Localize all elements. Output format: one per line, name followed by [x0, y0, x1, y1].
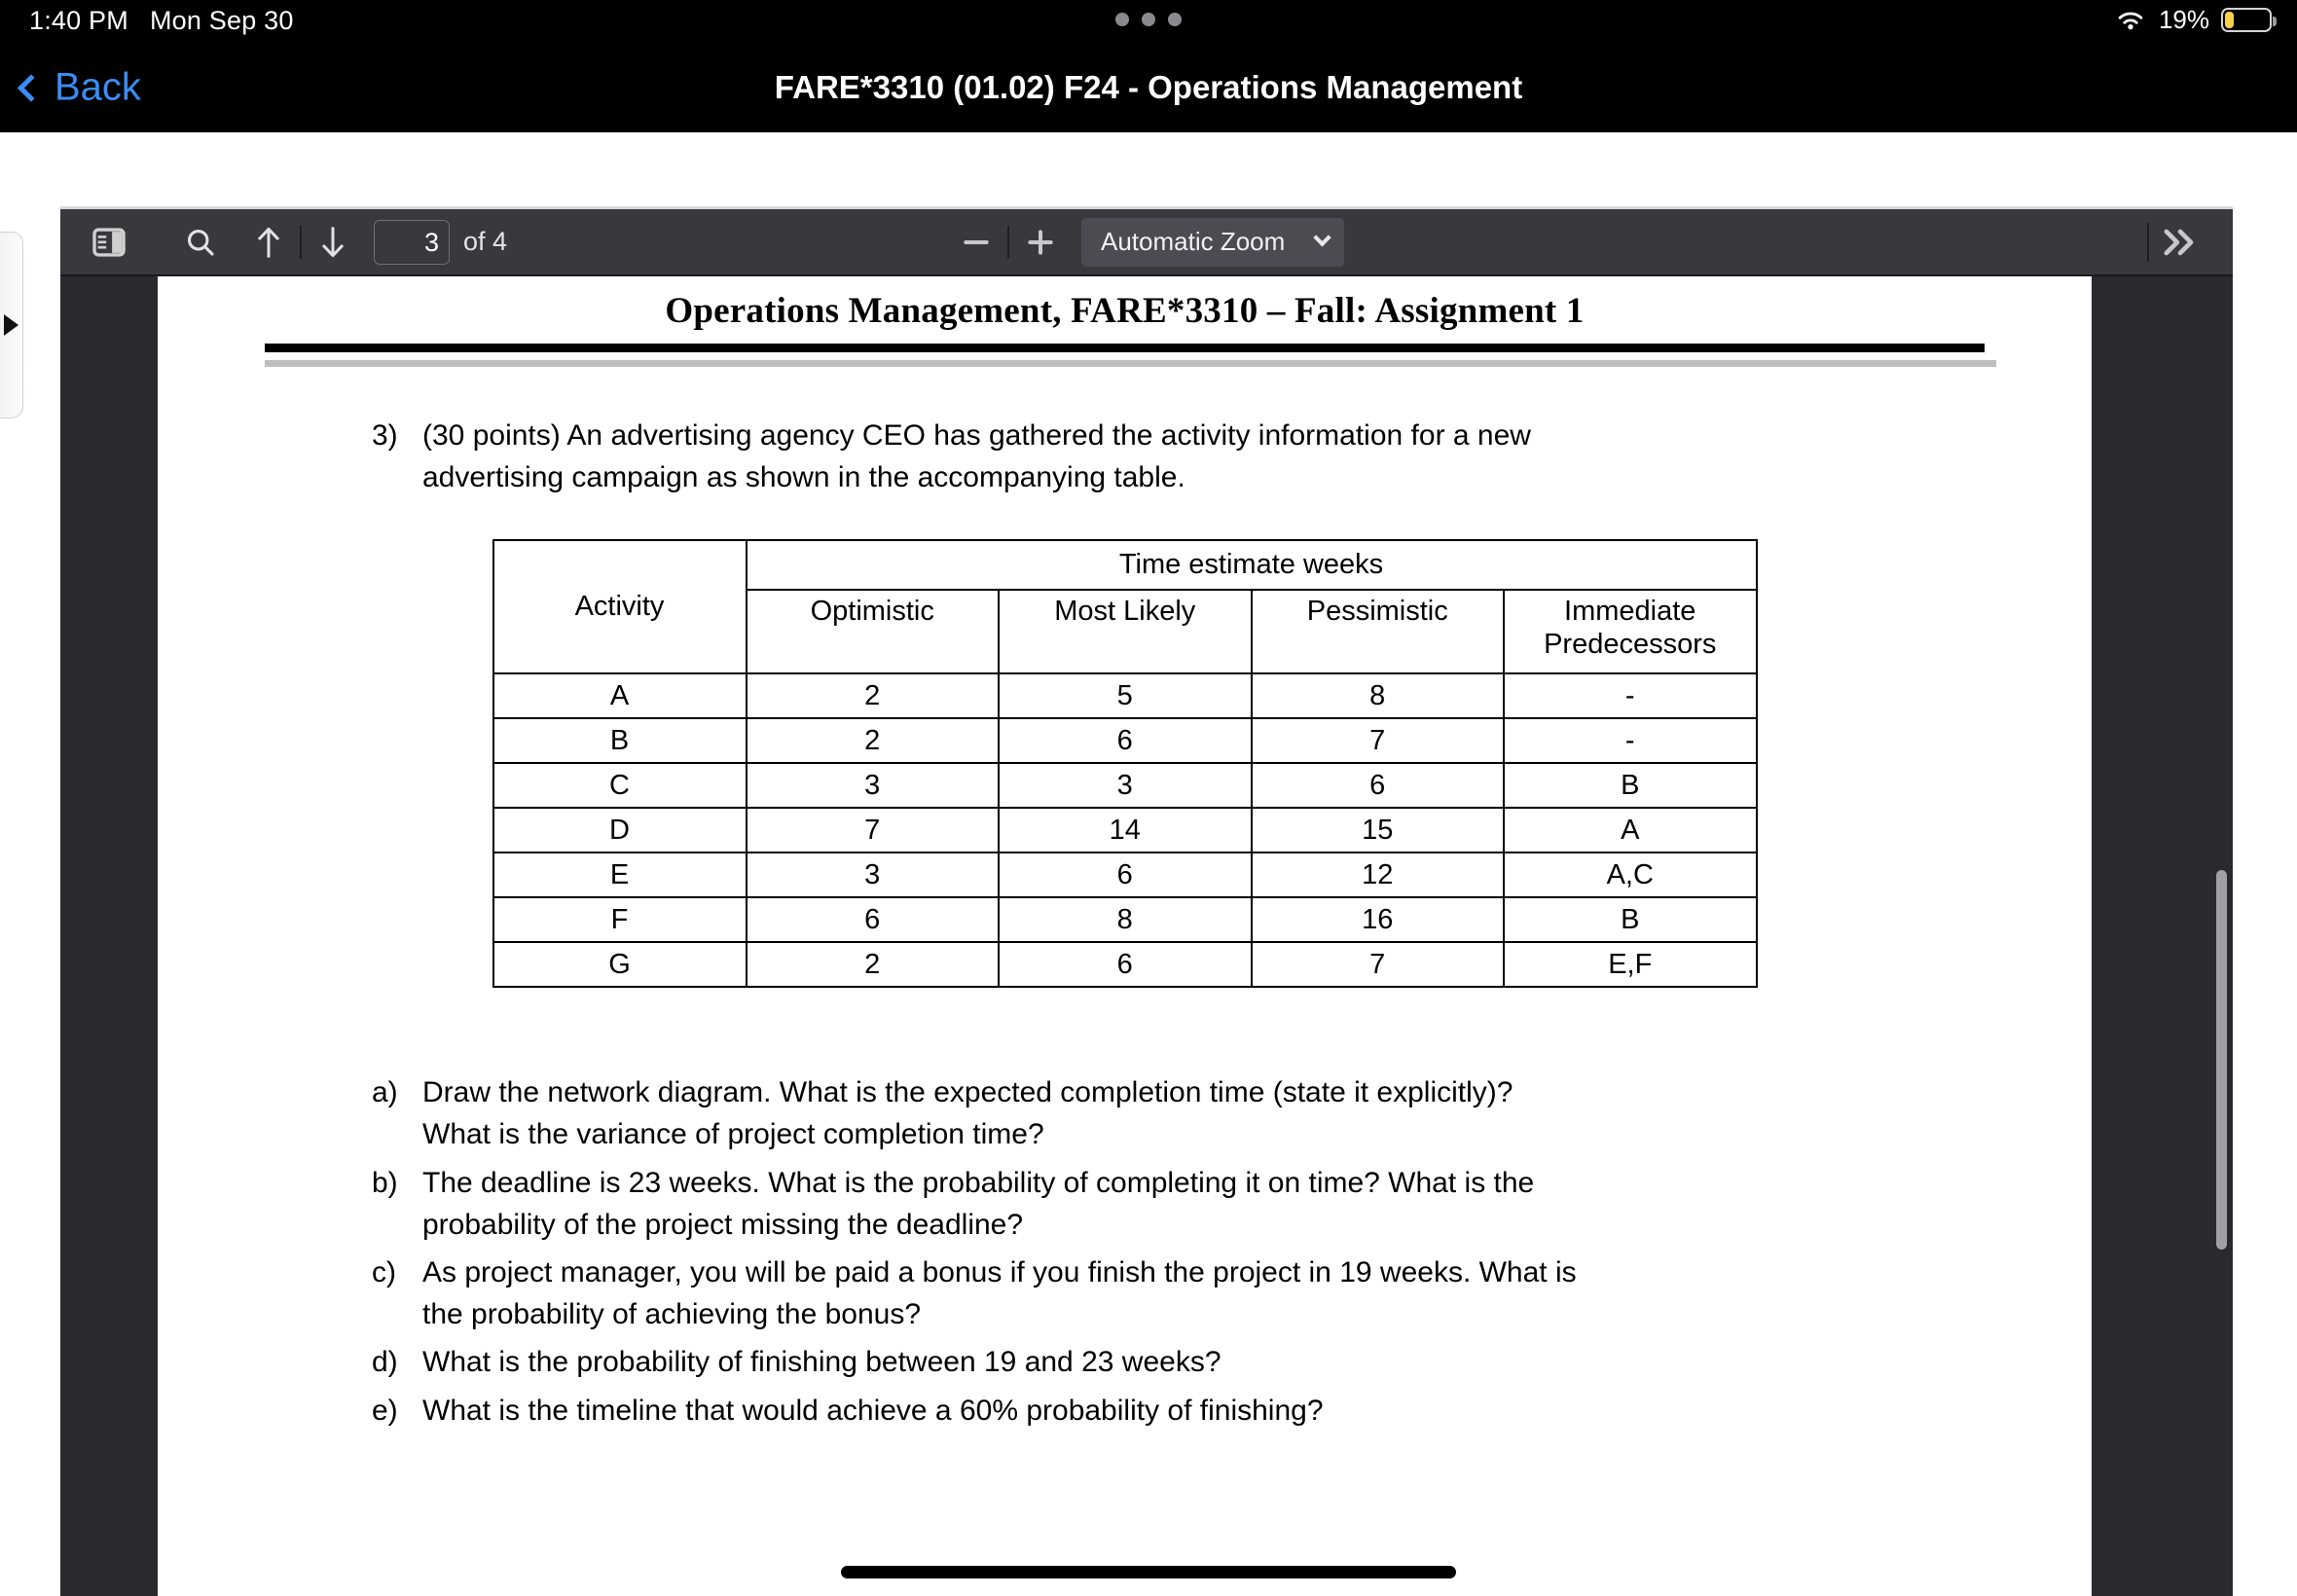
toolbar-divider: [300, 226, 302, 259]
cell-predecessors: -: [1504, 718, 1757, 763]
cell-predecessors: B: [1504, 897, 1757, 942]
cell-predecessors: A: [1504, 808, 1757, 852]
subquestion-list: [247, 1071, 2002, 1432]
table-row: [493, 852, 1757, 897]
subquestion-letter: a): [372, 1076, 398, 1109]
three-dots-icon: [1115, 13, 1129, 26]
cell-most-likely: 8: [999, 897, 1252, 942]
list-item: [372, 1341, 2002, 1383]
vertical-scrollbar[interactable]: [2211, 276, 2233, 1596]
document-heading: Operations Management, FARE*3310 – Fall: Assignment 1: [665, 291, 1585, 331]
subquestion-letter: b): [372, 1166, 398, 1199]
table-row: [493, 763, 1757, 808]
cell-optimistic: 3: [747, 852, 1000, 897]
header-immediate-predecessors: [1504, 590, 1757, 673]
cell-pessimistic: 16: [1252, 897, 1505, 942]
toolbar-divider: [2147, 223, 2149, 262]
cell-optimistic: 2: [747, 673, 1000, 718]
zoom-level-value: Automatic Zoom: [1101, 227, 1286, 256]
header-pessimistic: Pessimistic: [1252, 590, 1505, 673]
cell-activity: E: [493, 852, 747, 897]
app-nav-bar: [0, 43, 2297, 132]
cell-predecessors: E,F: [1504, 942, 1757, 987]
zoom-in-button[interactable]: [1013, 217, 1068, 268]
subquestion-letter: e): [372, 1394, 398, 1427]
sidebar-toggle-button[interactable]: [82, 217, 136, 268]
subquestion-text: As project manager, you will be paid a bonus if you finish the project in 19 weeks. What is the probability of achieving the bonus?: [422, 1255, 1577, 1331]
plus-icon: [1025, 227, 1056, 258]
subquestion-text: Draw the network diagram. What is the expected completion time (state it explicitly)? What is the variance of project completion time?: [422, 1076, 1513, 1151]
back-button-label: Back: [55, 65, 141, 109]
arrow-up-icon: [255, 226, 282, 259]
list-item: [372, 1071, 2002, 1155]
cell-most-likely: 5: [999, 673, 1252, 718]
minus-icon: [961, 227, 992, 258]
cell-most-likely: 6: [999, 718, 1252, 763]
list-item: [372, 1251, 2002, 1335]
toolbar-divider: [1007, 226, 1009, 259]
cell-optimistic: 6: [747, 897, 1000, 942]
cell-predecessors: A,C: [1504, 852, 1757, 897]
cell-pessimistic: 8: [1252, 673, 1505, 718]
subquestion-text: What is the probability of finishing between 19 and 23 weeks?: [422, 1346, 1221, 1379]
header-activity: Activity: [493, 540, 747, 673]
status-time: 1:40 PM: [29, 6, 128, 35]
more-tools-button[interactable]: [2153, 217, 2207, 268]
subquestion-letter: c): [372, 1255, 396, 1288]
cell-activity: C: [493, 763, 747, 808]
page-title: FARE*3310 (01.02) F24 - Operations Management: [774, 69, 1523, 105]
pdf-toolbar: [60, 206, 2233, 276]
cell-activity: A: [493, 673, 747, 718]
three-dots-icon: [1142, 13, 1155, 26]
cell-optimistic: 2: [747, 942, 1000, 987]
cell-most-likely: 6: [999, 942, 1252, 987]
table-row: [493, 897, 1757, 942]
question-number: 3): [372, 419, 398, 452]
page-total-label: of 4: [463, 227, 508, 256]
header-most-likely: Most Likely: [999, 590, 1252, 673]
table-header-row-group: [493, 540, 1757, 590]
multitasking-control[interactable]: [1115, 13, 1182, 26]
header-immediate-line2: Predecessors: [1544, 628, 1717, 660]
cell-pessimistic: 15: [1252, 808, 1505, 852]
battery-percent-label: 19%: [2158, 5, 2209, 34]
zoom-level-select[interactable]: [1081, 218, 1344, 267]
cell-activity: G: [493, 942, 747, 987]
question-text: (30 points) An advertising agency CEO has gathered the activity information for a new advertising campaign as shown in the accompanying table.: [422, 419, 1531, 493]
back-button[interactable]: [21, 66, 141, 110]
chevron-down-icon: [1313, 229, 1331, 246]
list-item: [372, 1162, 2002, 1246]
heading-rule-dark: [265, 344, 1985, 352]
cell-most-likely: 6: [999, 852, 1252, 897]
triangle-right-icon: [4, 314, 18, 336]
header-time-estimate-group: Time estimate weeks: [747, 540, 1757, 590]
activity-table: [492, 539, 1758, 988]
cell-most-likely: 14: [999, 808, 1252, 852]
table-row: [493, 673, 1757, 718]
pdf-page: [158, 276, 2092, 1596]
scrollbar-thumb[interactable]: [2216, 870, 2227, 1250]
double-chevron-right-icon: [2159, 225, 2202, 260]
document-body: [158, 276, 2092, 1432]
sidebar-toggle-icon: [92, 228, 126, 257]
subquestion-letter: d): [372, 1346, 398, 1379]
pdf-viewer: [60, 206, 2233, 1596]
subquestion-text: What is the timeline that would achieve a 60% probability of finishing?: [422, 1394, 1324, 1427]
next-page-button[interactable]: [306, 217, 360, 268]
wifi-icon: [2114, 8, 2147, 33]
cell-activity: D: [493, 808, 747, 852]
cell-pessimistic: 7: [1252, 718, 1505, 763]
status-date: Mon Sep 30: [149, 6, 294, 35]
table-row: [493, 942, 1757, 987]
home-indicator: [841, 1566, 1456, 1578]
question-block: [247, 416, 2002, 498]
cell-optimistic: 2: [747, 718, 1000, 763]
previous-page-button[interactable]: [241, 217, 296, 268]
zoom-out-button[interactable]: [949, 217, 1003, 268]
cell-most-likely: 3: [999, 763, 1252, 808]
heading-rule-light: [265, 360, 1996, 367]
status-bar-left: [29, 6, 294, 36]
three-dots-icon: [1168, 13, 1182, 26]
table-row: [493, 808, 1757, 852]
pdf-toolbar-center: [949, 217, 1344, 268]
page-number-input[interactable]: 3: [374, 220, 450, 265]
status-bar: [0, 0, 2297, 43]
header-optimistic: Optimistic: [747, 590, 1000, 673]
cell-optimistic: 7: [747, 808, 1000, 852]
side-panel-expand-tab[interactable]: [0, 232, 23, 418]
search-icon: [185, 227, 216, 258]
cell-activity: B: [493, 718, 747, 763]
header-immediate-line1: Immediate: [1564, 596, 1696, 628]
cell-predecessors: -: [1504, 673, 1757, 718]
pdf-toolbar-left: [60, 217, 507, 268]
search-button[interactable]: [173, 217, 228, 268]
cell-pessimistic: 7: [1252, 942, 1505, 987]
pdf-toolbar-right: [2143, 217, 2207, 268]
cell-optimistic: 3: [747, 763, 1000, 808]
list-item: [372, 1390, 2002, 1432]
cell-activity: F: [493, 897, 747, 942]
cell-pessimistic: 12: [1252, 852, 1505, 897]
battery-icon: [2221, 8, 2272, 32]
table-row: [493, 718, 1757, 763]
cell-pessimistic: 6: [1252, 763, 1505, 808]
cell-predecessors: B: [1504, 763, 1757, 808]
status-bar-right: [2114, 5, 2272, 35]
arrow-down-icon: [319, 226, 346, 259]
subquestion-text: The deadline is 23 weeks. What is the probability of completing it on time? What is the probability of the project missing the deadline?: [422, 1166, 1535, 1241]
chevron-left-icon: [18, 74, 45, 101]
